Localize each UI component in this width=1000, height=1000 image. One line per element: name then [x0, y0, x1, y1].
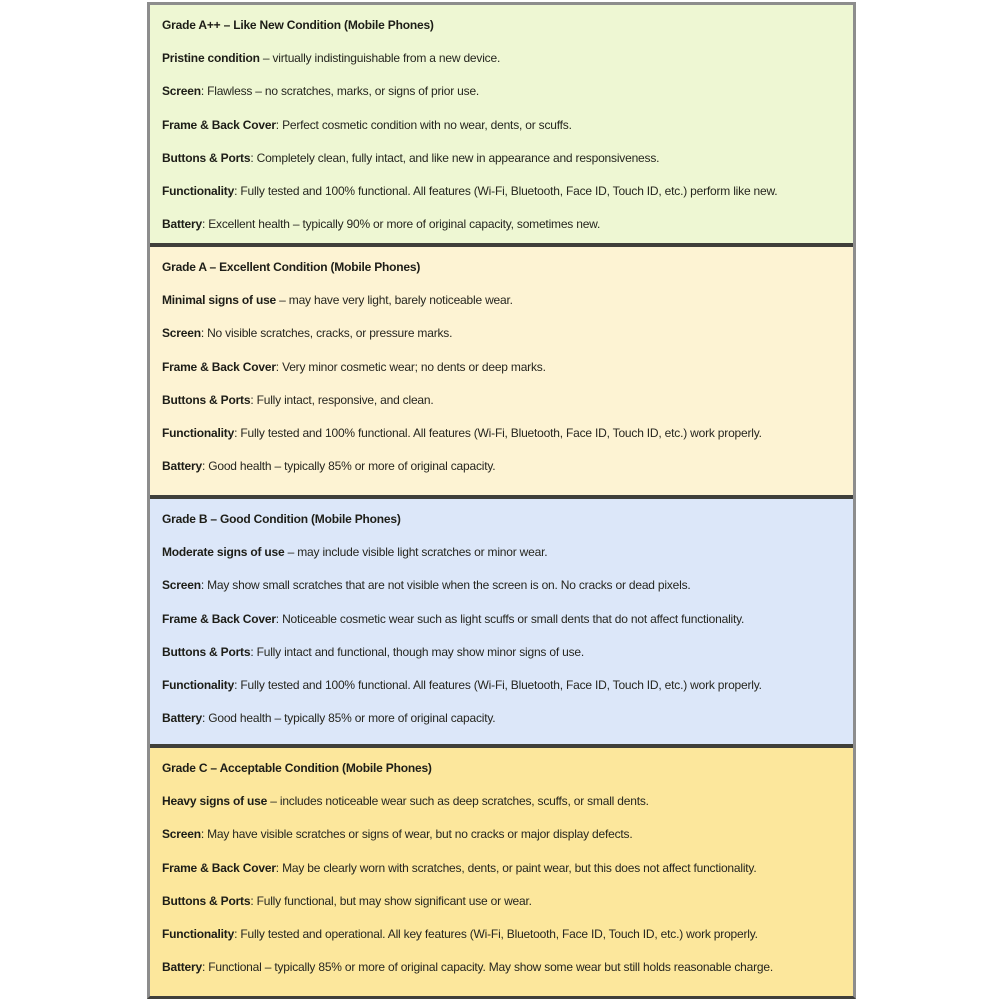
- condition-text: – may have very light, barely noticeable wear.: [276, 293, 513, 308]
- grade-section-c: [150, 748, 853, 996]
- condition-text: : No visible scratches, cracks, or pressure marks.: [200, 326, 453, 341]
- condition-line: [162, 785, 841, 818]
- condition-line: [162, 42, 841, 75]
- condition-line: [162, 918, 841, 951]
- condition-line: [162, 951, 841, 984]
- condition-line: [162, 636, 841, 669]
- condition-label: Frame & Back Cover: [162, 117, 276, 132]
- condition-line: [162, 603, 841, 636]
- condition-label: Buttons & Ports: [162, 644, 251, 659]
- condition-label: Functionality: [162, 184, 235, 199]
- condition-label: Buttons & Ports: [162, 392, 251, 407]
- condition-text: : Fully intact, responsive, and clean.: [250, 392, 434, 407]
- condition-label: Pristine condition: [162, 51, 260, 66]
- section-title: Grade A – Excellent Condition (Mobile Phones): [162, 260, 421, 274]
- condition-label: Frame & Back Cover: [162, 611, 276, 626]
- condition-text: – may include visible light scratches or minor wear.: [284, 545, 548, 560]
- condition-text: : Fully tested and 100% functional. All features (Wi-Fi, Bluetooth, Face ID, Touch ID, etc.) work properly.: [234, 426, 762, 441]
- condition-line: [162, 852, 841, 885]
- condition-label: Functionality: [162, 426, 235, 441]
- condition-text: : Fully intact and functional, though may show minor signs of use.: [250, 644, 584, 659]
- grade-section-a-plus-plus: [150, 5, 853, 247]
- condition-text: : Fully tested and operational. All key features (Wi-Fi, Bluetooth, Face ID, Touch ID, etc.) work properly.: [234, 927, 758, 942]
- condition-text: : Very minor cosmetic wear; no dents or deep marks.: [275, 359, 546, 374]
- condition-line: [162, 818, 841, 851]
- section-title: Grade C – Acceptable Condition (Mobile Phones): [162, 761, 432, 775]
- condition-line: [162, 569, 841, 602]
- condition-line: [162, 175, 841, 208]
- condition-line: [162, 417, 841, 450]
- condition-text: : Perfect cosmetic condition with no wear, dents, or scuffs.: [275, 117, 572, 132]
- condition-label: Heavy signs of use: [162, 794, 268, 809]
- condition-label: Frame & Back Cover: [162, 359, 276, 374]
- grade-section-b: [150, 499, 853, 748]
- condition-line: [162, 669, 841, 702]
- condition-text: : May be clearly worn with scratches, dents, or paint wear, but this does not affect functionality.: [275, 860, 757, 875]
- condition-label: Buttons & Ports: [162, 150, 251, 165]
- condition-line: [162, 142, 841, 175]
- condition-text: : Fully tested and 100% functional. All features (Wi-Fi, Bluetooth, Face ID, Touch ID, etc.) perform like new.: [234, 184, 778, 199]
- condition-text: : Noticeable cosmetic wear such as light scuffs or small dents that do not affect functionality.: [275, 611, 745, 626]
- condition-line: [162, 702, 841, 735]
- condition-label: Screen: [162, 827, 201, 842]
- condition-text: : Good health – typically 85% or more of original capacity.: [201, 711, 496, 726]
- condition-line: [162, 109, 841, 142]
- condition-label: Battery: [162, 459, 202, 474]
- condition-label: Functionality: [162, 927, 235, 942]
- condition-line: [162, 284, 841, 317]
- condition-text: – virtually indistinguishable from a new device.: [259, 51, 501, 66]
- condition-label: Minimal signs of use: [162, 293, 277, 308]
- condition-line: [162, 885, 841, 918]
- condition-label: Battery: [162, 217, 202, 232]
- condition-label: Functionality: [162, 678, 235, 693]
- section-title: Grade B – Good Condition (Mobile Phones): [162, 512, 401, 526]
- condition-label: Battery: [162, 711, 202, 726]
- condition-line: [162, 384, 841, 417]
- condition-label: Screen: [162, 326, 201, 341]
- condition-line: [162, 450, 841, 483]
- condition-text: : Fully functional, but may show significant use or wear.: [250, 893, 532, 908]
- condition-line: [162, 536, 841, 569]
- condition-text: : Flawless – no scratches, marks, or signs of prior use.: [200, 84, 480, 99]
- condition-text: : Good health – typically 85% or more of original capacity.: [201, 459, 496, 474]
- condition-line: [162, 75, 841, 108]
- condition-label: Buttons & Ports: [162, 893, 251, 908]
- condition-label: Moderate signs of use: [162, 545, 285, 560]
- condition-line: [162, 351, 841, 384]
- condition-line: [162, 208, 841, 241]
- grading-table: [147, 2, 856, 999]
- condition-line: [162, 317, 841, 350]
- condition-label: Battery: [162, 960, 202, 975]
- condition-text: : Completely clean, fully intact, and like new in appearance and responsiveness.: [250, 150, 660, 165]
- condition-text: : May show small scratches that are not visible when the screen is on. No cracks or dead pixels.: [200, 578, 691, 593]
- condition-text: – includes noticeable wear such as deep scratches, scuffs, or small dents.: [267, 794, 649, 809]
- condition-text: : Excellent health – typically 90% or more of original capacity, sometimes new.: [201, 217, 601, 232]
- condition-text: : Fully tested and 100% functional. All features (Wi-Fi, Bluetooth, Face ID, Touch ID, etc.) work properly.: [234, 678, 762, 693]
- grade-section-a: [150, 247, 853, 499]
- condition-label: Screen: [162, 578, 201, 593]
- section-title: Grade A++ – Like New Condition (Mobile Phones): [162, 18, 434, 32]
- condition-label: Screen: [162, 84, 201, 99]
- condition-text: : May have visible scratches or signs of wear, but no cracks or major display defects.: [200, 827, 633, 842]
- condition-text: : Functional – typically 85% or more of original capacity. May show some wear but still holds reasonable charge.: [201, 960, 773, 975]
- condition-label: Frame & Back Cover: [162, 860, 276, 875]
